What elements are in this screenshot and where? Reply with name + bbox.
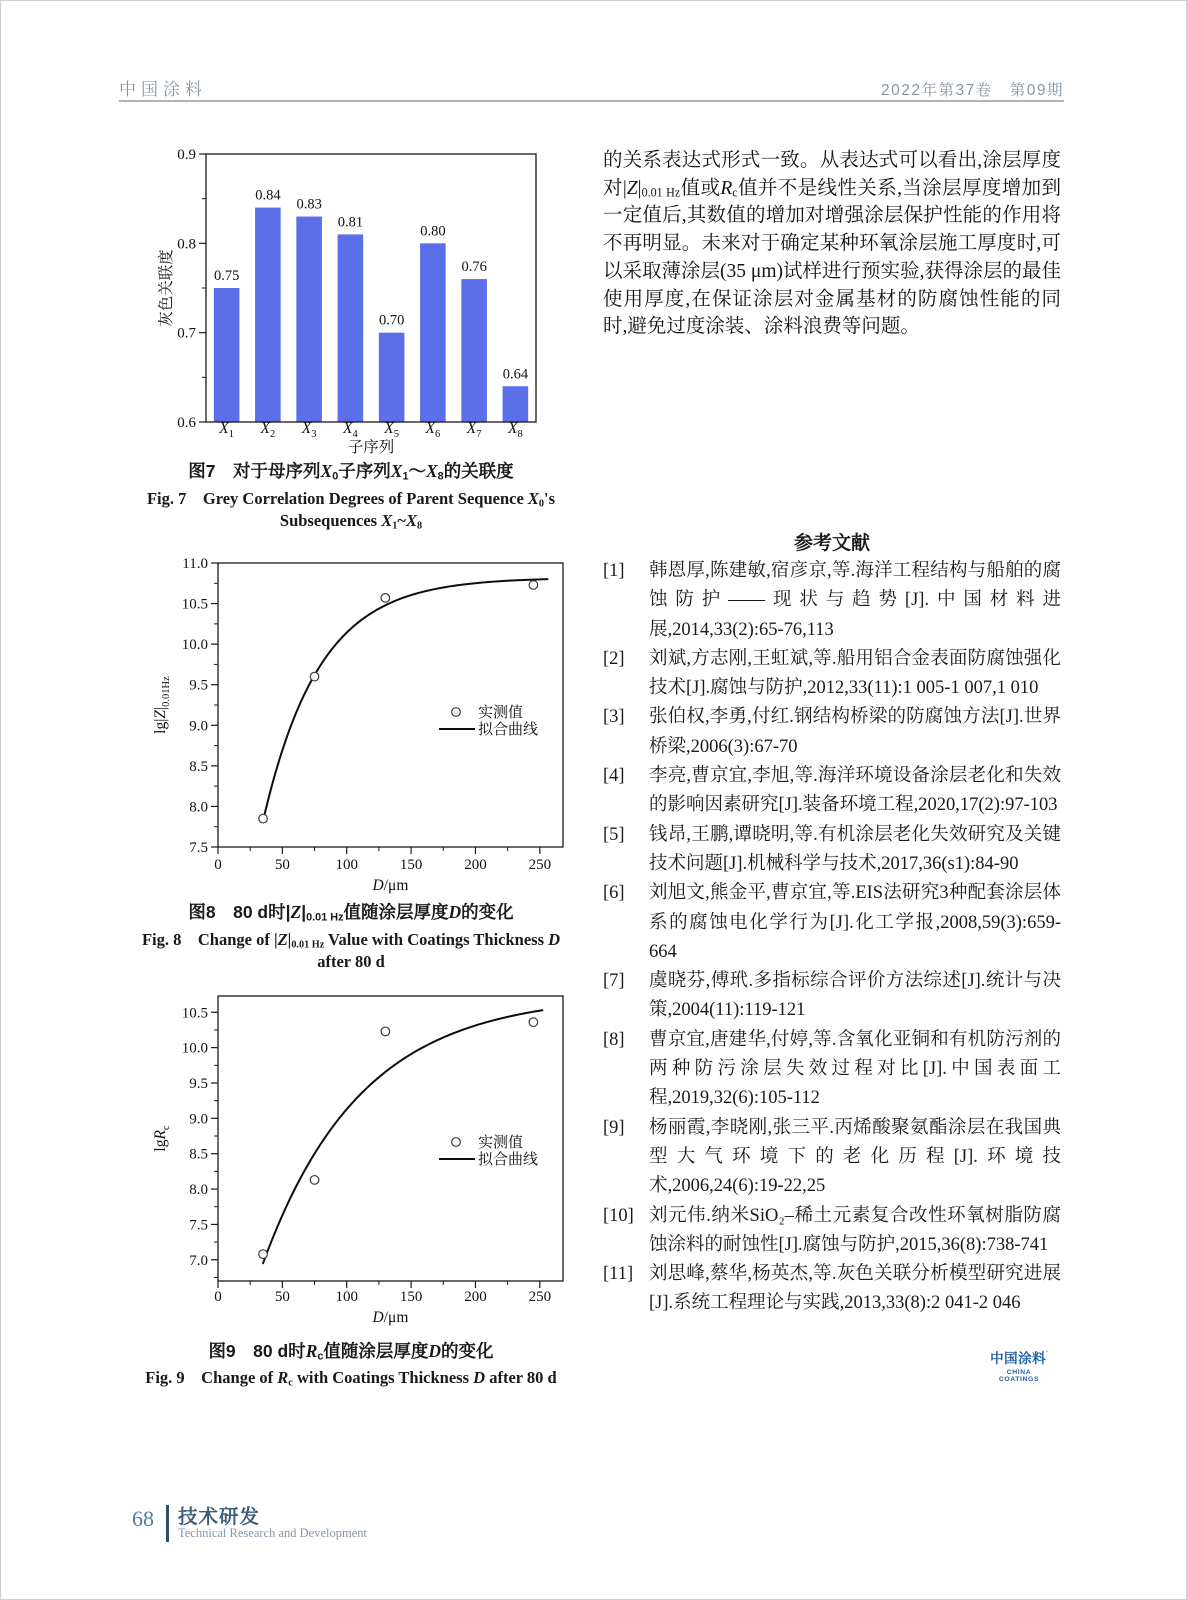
reference-item	[603, 557, 1061, 645]
svg-text:200: 200	[464, 1289, 487, 1305]
journal-logo	[986, 1347, 1052, 1383]
svg-text:X4: $X_4$	[343, 420, 358, 440]
logo-cn-text: 中国涂料	[990, 1351, 1047, 1366]
svg-text:9.0: 9.0	[189, 718, 208, 735]
svg-text:0.9: 0.9	[177, 147, 196, 163]
reference-number: [2]	[603, 648, 625, 669]
svg-text:0.8: 0.8	[177, 236, 196, 253]
svg-text:9.5: 9.5	[189, 677, 208, 694]
reference-text: 虞晓芬,傅玳.多指标综合评价方法综述[J].统计与决策,2004(11):119-121	[649, 971, 1061, 1021]
reference-number: [3]	[603, 707, 625, 728]
svg-text:150: 150	[399, 1289, 423, 1305]
svg-text:D/μm: D/μm	[372, 1309, 409, 1326]
page-header	[119, 75, 1064, 100]
footer-divider	[166, 1505, 169, 1542]
reference-item	[603, 1114, 1061, 1202]
svg-text:实测值: 实测值	[478, 1135, 524, 1151]
reference-number: [7]	[603, 971, 625, 992]
figure8-caption-en-line2: after 80 d	[317, 952, 385, 971]
svg-text:10.0: 10.0	[181, 1040, 208, 1057]
journal-issue: 2022年第37卷 第09期	[881, 82, 1064, 99]
svg-text:0.81: 0.81	[337, 214, 364, 231]
figure8-caption-en-line1: Fig. 8 Change of $|Z|_{0.01 Hz}$ Value with Coatings Thickness D	[141, 930, 561, 951]
svg-text:0.80: 0.80	[420, 223, 446, 240]
svg-text:拟合曲线: 拟合曲线	[478, 1152, 539, 1168]
figure7-caption-cn: 图7 对于母序列$X_0$子序列$X_1\sim X_8$的关联度	[188, 461, 514, 483]
svg-text:250: 250	[528, 857, 552, 873]
reference-text: 刘旭文,熊金平,曹京宜,等.EIS法研究3种配套涂层体系的腐蚀电化学行为[J].化工学报,2008,59(3):659-664	[649, 883, 1061, 962]
reference-item	[603, 879, 1061, 967]
figure8-caption-cn: 图8 80 d时$|Z|_{0.01 Hz}$值随涂层厚度D的变化	[188, 902, 514, 924]
svg-text:50: 50	[274, 1289, 290, 1305]
svg-text:X7: $X_7$	[466, 420, 482, 440]
reference-item	[603, 645, 1061, 704]
reference-item	[603, 821, 1061, 880]
footer-section-en: Technical Research and Development	[178, 1526, 367, 1540]
svg-text:8.0: 8.0	[189, 799, 208, 816]
svg-text:10.0: 10.0	[181, 637, 208, 654]
svg-text:100: 100	[335, 1289, 358, 1305]
figure9-scatter-chart	[131, 979, 579, 1331]
svg-text:lg|Z|0.01Hz: $\lg|Z|_{0.01Hz}$	[152, 676, 172, 734]
svg-text:50: 50	[274, 857, 290, 873]
page-number: 68	[132, 1506, 154, 1531]
svg-text:0.70: 0.70	[378, 312, 405, 329]
svg-text:拟合曲线: 拟合曲线	[478, 722, 539, 738]
reference-number: [4]	[603, 766, 625, 787]
svg-text:lgRc: lgR$_c$	[152, 1125, 172, 1152]
svg-text:X3: $X_3$	[301, 420, 317, 440]
svg-text:200: 200	[464, 857, 487, 873]
reference-item	[603, 1026, 1061, 1114]
reference-text: 韩恩厚,陈建敏,宿彦京,等.海洋工程结构与船舶的腐蚀防护——现状与趋势[J].中国材料进展,2014,33(2):65-76,113	[649, 561, 1061, 640]
figure7-caption-en-line2: Subsequences $X_1\sim X_8$	[279, 511, 423, 532]
reference-item	[603, 703, 1061, 762]
svg-text:子序列: 子序列	[347, 439, 395, 456]
svg-text:9.0: 9.0	[189, 1111, 208, 1128]
svg-text:0.7: 0.7	[177, 325, 196, 342]
svg-text:X1: $X_1$	[219, 420, 234, 440]
svg-text:10.5: 10.5	[181, 1005, 208, 1022]
svg-text:0.84: 0.84	[255, 187, 281, 204]
references-heading: 参考文献	[793, 533, 870, 554]
svg-text:0.6: 0.6	[177, 415, 196, 431]
figure7-bar-chart	[131, 143, 571, 461]
svg-text:0.76: 0.76	[461, 259, 487, 276]
svg-text:0.75: 0.75	[213, 268, 240, 284]
svg-text:实测值: 实测值	[478, 705, 524, 721]
svg-text:D/μm: D/μm	[372, 877, 409, 894]
reference-number: [10]	[603, 1205, 634, 1226]
svg-text:X6: $X_6$	[425, 420, 441, 440]
reference-number: [6]	[603, 883, 625, 904]
reference-number: [1]	[603, 561, 625, 581]
svg-text:10.5: 10.5	[181, 596, 208, 613]
figure8-scatter-chart	[131, 547, 579, 897]
svg-text:0: 0	[214, 1289, 222, 1305]
body-paragraph: 的关系表达式形式一致。从表达式可以看出,涂层厚度对$|Z|_{0.01 Hz}$值或$R_c$值并不是线性关系,当涂层厚度增加到一定值后,其数值的增加对增强涂层保护性能的作用将不再明显。未来对于确定某种环氧涂层施工厚度时,可以采取薄涂层(35 μm)试样进行预实验,获得涂层的最佳使用厚度,在保证涂层对金属基材的防腐蚀性能的同时,避免过度涂装、涂料浪费等问题。	[603, 150, 1061, 338]
reference-item	[603, 762, 1061, 821]
svg-text:X2: $X_2$	[260, 420, 276, 440]
reference-text: 钱昂,王鹏,谭晓明,等.有机涂层老化失效研究及关键技术问题[J].机械科学与技术,2017,36(s1):84-90	[649, 824, 1061, 874]
svg-text:X8: $X_8$	[508, 420, 523, 440]
figure9-caption-cn: 图9 80 d时$R_c$值随涂层厚度D的变化	[208, 1341, 494, 1363]
svg-text:250: 250	[528, 1289, 552, 1305]
reference-list	[603, 557, 1061, 1319]
svg-text:8.5: 8.5	[189, 758, 208, 775]
svg-text:150: 150	[399, 857, 423, 873]
svg-text:7.0: 7.0	[189, 1252, 208, 1269]
svg-text:8.5: 8.5	[189, 1146, 208, 1163]
reference-text: 刘元伟.纳米SiO₂–稀土元素复合改性环氧树脂防腐蚀涂料的耐蚀性[J].腐蚀与防护,2015,36(8):738-741	[649, 1205, 1061, 1255]
logo-en-text: CHINA COATINGS	[998, 1369, 1040, 1383]
reference-item	[603, 967, 1061, 1026]
svg-text:7.5: 7.5	[189, 1217, 208, 1234]
reference-number: [8]	[603, 1029, 625, 1050]
svg-text:0.64: 0.64	[502, 366, 529, 383]
reference-text: 杨丽霞,李晓刚,张三平.丙烯酸聚氨酯涂层在我国典型大气环境下的老化历程[J].环境技术,2006,24(6):19-22,25	[649, 1117, 1061, 1197]
footer-section-cn: 技术研发	[178, 1506, 261, 1528]
svg-text:0: 0	[214, 857, 222, 873]
reference-text: 李亮,曹京宜,李旭,等.海洋环境设备涂层老化和失效的影响因素研究[J].装备环境工程,2020,17(2):97-103	[649, 766, 1061, 816]
figure9-caption-en-line1: Fig. 9 Change of $R_c$ with Coatings Thickness D after 80 d	[145, 1368, 557, 1389]
reference-item	[603, 1202, 1061, 1261]
reference-text: 张伯权,李勇,付红.钢结构桥梁的防腐蚀方法[J].世界桥梁,2006(3):67-70	[649, 707, 1061, 757]
logo-trademark: ’	[1046, 1349, 1048, 1359]
reference-number: [9]	[603, 1117, 625, 1138]
svg-text:X5: $X_5$	[384, 420, 399, 440]
svg-text:100: 100	[335, 857, 358, 873]
reference-item	[603, 1260, 1061, 1319]
svg-text:8.0: 8.0	[189, 1182, 208, 1199]
svg-text:0.83: 0.83	[296, 196, 322, 213]
svg-text:7.5: 7.5	[189, 840, 208, 856]
svg-text:9.5: 9.5	[189, 1075, 208, 1092]
reference-text: 曹京宜,唐建华,付婷,等.含氧化亚铜和有机防污剂的两种防污涂层失效过程对比[J].中国表面工程,2019,32(6):105-112	[649, 1029, 1061, 1109]
svg-text:灰色关联度: 灰色关联度	[158, 249, 175, 327]
reference-text: 刘斌,方志刚,王虹斌,等.船用铝合金表面防腐蚀强化技术[J].腐蚀与防护,2012,33(11):1 005-1 007,1 010	[649, 648, 1061, 699]
reference-number: [5]	[603, 824, 625, 845]
journal-name: 中国涂料	[119, 80, 207, 99]
reference-text: 刘思峰,蔡华,杨英杰,等.灰色关联分析模型研究进展[J].系统工程理论与实践,2013,33(8):2 041-2 046	[649, 1264, 1061, 1314]
reference-number: [11]	[603, 1264, 634, 1285]
svg-text:11.0: 11.0	[182, 556, 208, 572]
figure7-caption-en-line1: Fig. 7 Grey Correlation Degrees of Parent Sequence $X_0's$	[146, 489, 556, 510]
header-rule	[119, 100, 1064, 102]
